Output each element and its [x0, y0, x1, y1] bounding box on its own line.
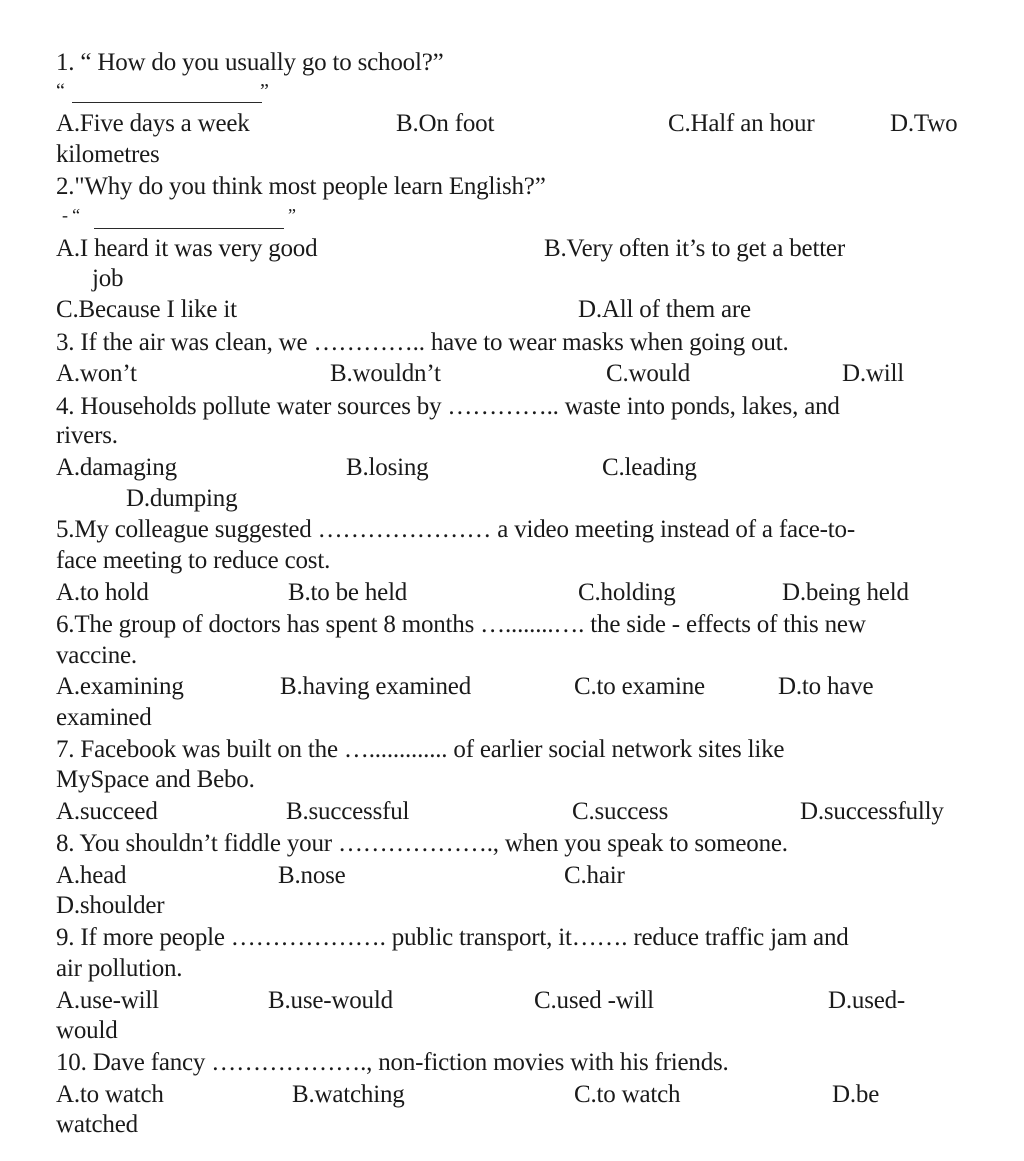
question-10-option-b: B.watching: [292, 1081, 405, 1108]
question-9-option-d: D.used-: [828, 987, 906, 1014]
question-4-option-c: C.leading: [602, 454, 697, 481]
question-9-option-a: A.use-will: [56, 987, 159, 1014]
question-10-option-c: C.to watch: [574, 1081, 681, 1108]
question-7-option-b: B.successful: [286, 798, 410, 825]
question-6-stem-continued: vaccine.: [56, 642, 137, 669]
question-1-answer-close-quote: ”: [260, 80, 269, 102]
question-4-stem: 4. Households pollute water sources by ………….. waste into ponds, lakes, and: [56, 393, 840, 420]
question-1-answer-open-quote: “: [56, 80, 65, 102]
question-10-option-d-continued: watched: [56, 1111, 138, 1138]
question-2-stem: 2."Why do you think most people learn English?”: [56, 173, 546, 200]
question-3-stem: 3. If the air was clean, we ………….. have to wear masks when going out.: [56, 329, 789, 356]
question-2-option-a: A.I heard it was very good: [56, 235, 318, 262]
question-2-option-b: B.Very often it’s to get a better: [544, 235, 845, 262]
question-1-option-d-continued: kilometres: [56, 141, 160, 168]
question-4-option-d: D.dumping: [126, 485, 238, 512]
question-6-stem: 6.The group of doctors has spent 8 months …........…. the side - effects of this new: [56, 611, 866, 638]
question-6-option-b: B.having examined: [280, 673, 471, 700]
question-8-stem: 8. You shouldn’t fiddle your ………………., when you speak to someone.: [56, 830, 788, 857]
question-5-option-d: D.being held: [782, 579, 909, 606]
question-1-option-b: B.On foot: [396, 110, 495, 137]
question-3-option-d: D.will: [842, 360, 904, 387]
question-7-option-c: C.success: [572, 798, 669, 825]
question-1-option-a: A.Five days a week: [56, 110, 250, 137]
question-9-stem: 9. If more people ………………. public transport, it……. reduce traffic jam and: [56, 924, 849, 951]
question-3-option-b: B.wouldn’t: [330, 360, 441, 387]
question-1-answer-blank: [72, 102, 262, 103]
question-7-stem: 7. Facebook was built on the …............. of earlier social network sites like: [56, 736, 785, 763]
question-5-option-b: B.to be held: [288, 579, 408, 606]
question-1-stem: 1. “ How do you usually go to school?”: [56, 49, 444, 76]
question-9-option-b: B.use-would: [268, 987, 393, 1014]
question-3-option-a: A.won’t: [56, 360, 137, 387]
question-8-option-c: C.hair: [564, 862, 625, 889]
question-9-stem-continued: air pollution.: [56, 955, 183, 982]
question-2-answer-open-quote: - “: [62, 205, 80, 225]
question-5-stem: 5.My colleague suggested ………………… a video meeting instead of a face-to-: [56, 516, 855, 543]
question-10-option-d: D.be: [832, 1081, 880, 1108]
question-4-stem-continued: rivers.: [56, 422, 118, 449]
question-2-option-d: D.All of them are: [578, 296, 751, 323]
question-10-option-a: A.to watch: [56, 1081, 164, 1108]
question-9-option-d-continued: would: [56, 1017, 118, 1044]
question-8-option-d: D.shoulder: [56, 892, 165, 919]
question-4-option-a: A.damaging: [56, 454, 177, 481]
question-5-option-c: C.holding: [578, 579, 676, 606]
question-4-option-b: B.losing: [346, 454, 429, 481]
question-2-option-b-continued: job: [92, 265, 124, 292]
question-7-stem-continued: MySpace and Bebo.: [56, 766, 255, 793]
question-1-option-c: C.Half an hour: [668, 110, 815, 137]
question-1-option-d: D.Two: [890, 110, 958, 137]
question-6-option-d-continued: examined: [56, 704, 152, 731]
question-8-option-b: B.nose: [278, 862, 346, 889]
question-7-option-a: A.succeed: [56, 798, 158, 825]
question-6-option-c: C.to examine: [574, 673, 705, 700]
question-10-stem: 10. Dave fancy ………………., non-fiction movies with his friends.: [56, 1049, 729, 1076]
question-7-option-d: D.successfully: [800, 798, 944, 825]
question-5-stem-continued: face meeting to reduce cost.: [56, 547, 331, 574]
question-9-option-c: C.used -will: [534, 987, 654, 1014]
question-8-option-a: A.head: [56, 862, 127, 889]
question-2-answer-close-quote: ”: [288, 205, 296, 225]
question-5-option-a: A.to hold: [56, 579, 149, 606]
question-2-answer-blank: [94, 228, 284, 229]
question-2-option-c: C.Because I like it: [56, 296, 237, 323]
question-6-option-a: A.examining: [56, 673, 184, 700]
question-3-option-c: C.would: [606, 360, 691, 387]
question-6-option-d: D.to have: [778, 673, 874, 700]
